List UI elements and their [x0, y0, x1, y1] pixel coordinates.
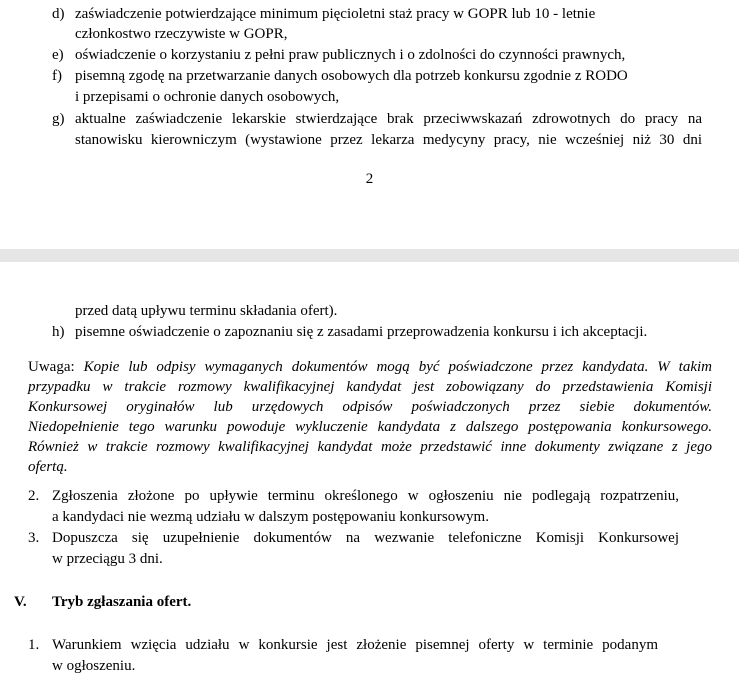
page-number: 2: [365, 171, 374, 187]
numbered-item-text: a kandydaci nie wezmą udziału w dalszym postępowaniu konkursowym.: [52, 509, 489, 525]
list-item-text: pisemne oświadczenie o zapoznaniu się z zasadami przeprowadzenia konkursu i ich akceptacji.: [75, 324, 648, 340]
list-item-text: zaświadczenie potwierdzające minimum pięcioletni staż pracy w GOPR lub 10 - letnie: [75, 6, 596, 22]
list-marker: f): [52, 68, 62, 84]
section-roman-numeral: V.: [14, 594, 27, 610]
section-item-text: Warunkiem wzięcia udziału w konkursie jest złożenie pisemnej oferty w terminie podanym: [52, 637, 658, 653]
list-item-text: aktualne zaświadczenie lekarskie stwierdzające brak przeciwwskazań zdrowotnych do pracy na: [75, 111, 702, 127]
list-item-text: stanowisku kierowniczym (wystawione przez lekarza medycyny pracy, nie wcześniej niż 30 dni: [75, 132, 702, 148]
page-separator: [0, 249, 739, 262]
document-page-1: [0, 0, 739, 249]
numbered-item-text: Dopuszcza się uzupełnienie dokumentów na wezwanie telefoniczne Komisji Konkursowej: [52, 530, 679, 546]
note-line: [28, 397, 712, 417]
list-marker: g): [52, 111, 65, 127]
note-text: przypadku w trakcie rozmowy kwalifikacyjnej kandydat jest zobowiązany do przedstawienia Komisji: [28, 379, 712, 395]
continuation-text: przed datą upływu terminu składania ofert).: [75, 303, 338, 319]
note-text: Kopie lub odpisy wymaganych dokumentów mogą być poświadczone przez kandydata. W takim: [83, 359, 713, 375]
note-block: [28, 357, 712, 477]
item-number: 2.: [28, 488, 40, 504]
note-text: Również w trakcie rozmowy kwalifikacyjnej kandydat może przedstawić inne dokumenty związane z jego: [28, 439, 712, 455]
list-item-text: pisemną zgodę na przetwarzanie danych osobowych dla potrzeb konkursu zgodnie z RODO: [75, 68, 628, 84]
document-page-2: [0, 262, 739, 679]
list-item-text-wrap: [75, 130, 702, 150]
note-label: Uwaga:: [28, 359, 75, 375]
list-marker: h): [52, 324, 65, 340]
numbered-item-text: Zgłoszenia złożone po upływie terminu określonego w ogłoszeniu nie podlegają rozpatrzeniu,: [52, 488, 679, 504]
section-item-text-wrap: [52, 635, 658, 655]
note-text: Konkursowej oryginałów lub urzędowych odpisów poświadczonych przez siebie dokumentów.: [28, 399, 712, 415]
list-item-text: i przepisami o ochronie danych osobowych,: [75, 89, 340, 105]
list-item-text: członkostwo rzeczywiste w GOPR,: [75, 26, 288, 42]
section-title: Tryb zgłaszania ofert.: [52, 594, 192, 610]
note-text: ofertą.: [28, 459, 68, 475]
list-item-text: oświadczenie o korzystaniu z pełni praw publicznych i o zdolności do czynności prawnych,: [75, 47, 626, 63]
note-line: [28, 457, 712, 477]
note-line: [28, 417, 712, 437]
numbered-item-text-wrap: [52, 486, 679, 506]
item-number: 1.: [28, 637, 40, 653]
note-text: Niedopełnienie tego warunku powoduje wykluczenie kandydata z dalszego postępowania konkursowego.: [28, 419, 712, 435]
numbered-item-text: w przeciągu 3 dni.: [52, 551, 163, 567]
list-marker: d): [52, 6, 65, 22]
note-line: [28, 357, 712, 377]
note-line: [28, 377, 712, 397]
numbered-item-text-wrap: [52, 528, 679, 548]
note-line: [28, 437, 712, 457]
list-item-text-wrap: [75, 109, 702, 129]
section-item-text: w ogłoszeniu.: [52, 658, 136, 674]
item-number: 3.: [28, 530, 40, 546]
list-marker: e): [52, 47, 64, 63]
